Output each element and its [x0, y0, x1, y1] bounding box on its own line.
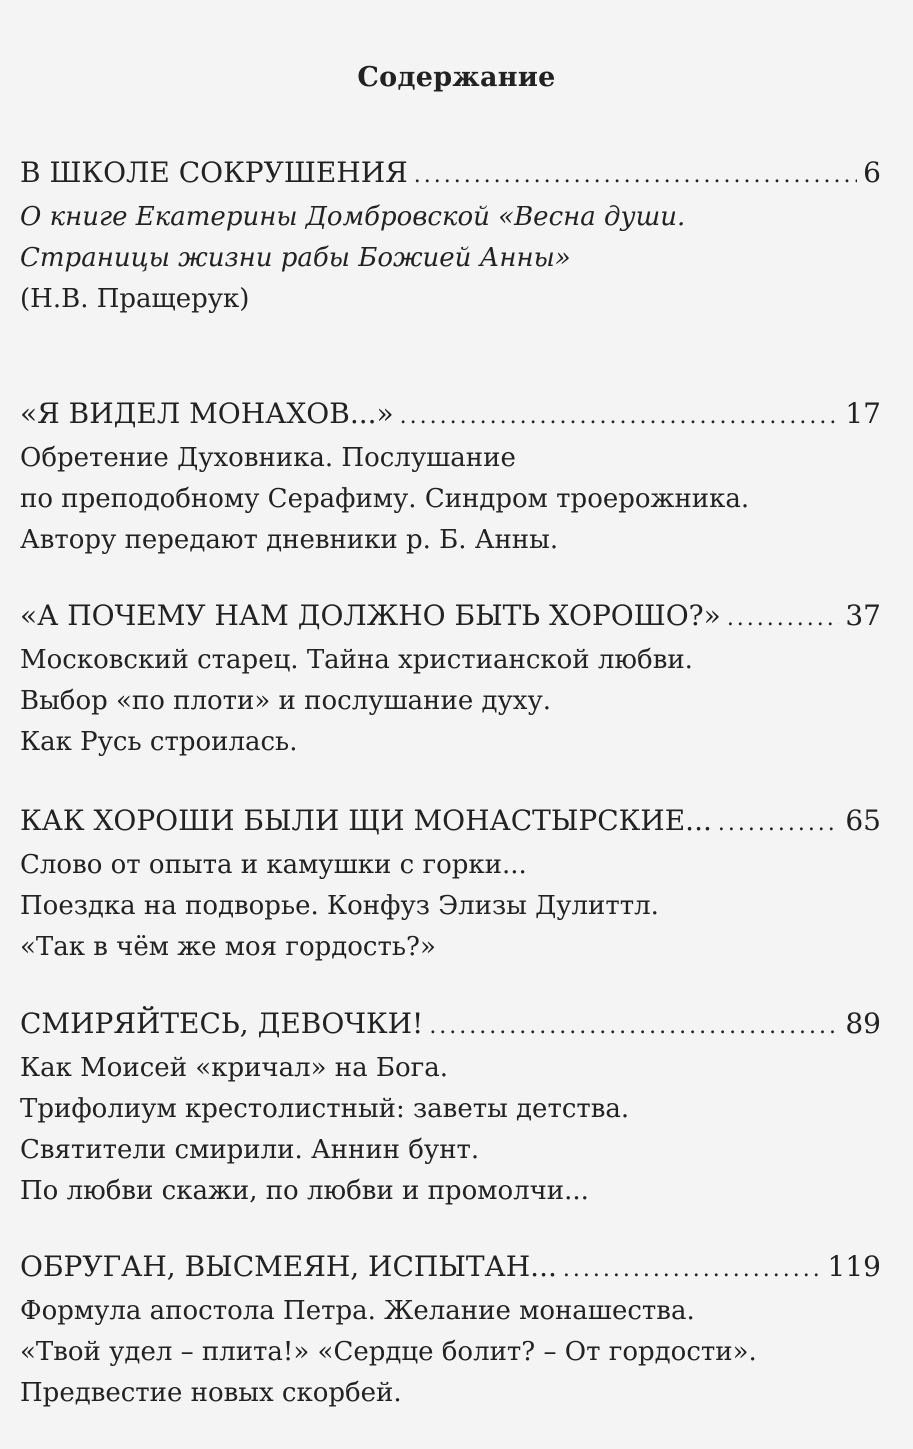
toc-entry-page: 65	[845, 804, 881, 837]
toc-entry-row[interactable]	[20, 796, 881, 845]
toc-entry	[20, 1242, 881, 1414]
dot-leader	[414, 151, 857, 200]
toc-entry-description: Святители смирили. Аннин бунт.	[20, 1135, 480, 1165]
toc-entry-description: Слово от опыта и камушки с горки...	[20, 850, 527, 880]
toc-entry-row[interactable]	[20, 389, 881, 438]
toc-entry	[20, 389, 881, 561]
toc-entry-row[interactable]	[20, 148, 881, 197]
toc-entry	[20, 999, 881, 1212]
dot-leader	[429, 1002, 839, 1051]
toc-entry-subtitle: Страницы жизни рабы Божией Анны»	[20, 243, 571, 273]
toc-entry-description: Как Русь строилась.	[20, 727, 298, 757]
toc-entry-subtitle: О книге Екатерины Домбровской «Весна души.	[20, 202, 686, 232]
toc-entry-page: 119	[827, 1250, 881, 1283]
dot-leader	[718, 799, 839, 848]
dot-leader	[400, 392, 840, 441]
toc-entry-description: Выбор «по плоти» и послушание духу.	[20, 686, 552, 716]
toc-entry-author: (Н.В. Прaщерук)	[20, 284, 250, 314]
dot-leader	[563, 1245, 822, 1294]
toc-entry-heading: В ШКОЛЕ СОКРУШЕНИЯ	[20, 156, 408, 189]
page-title: Содержание	[357, 62, 556, 93]
toc-entry-description: Как Моисей «кричал» на Бога.	[20, 1053, 449, 1083]
toc-entry-heading: «А ПОЧЕМУ НАМ ДОЛЖНО БЫТЬ ХОРОШО?»	[20, 599, 721, 632]
toc-entry-row[interactable]	[20, 999, 881, 1048]
toc-entry-description: Московский старец. Тайна христианской любви.	[20, 645, 693, 675]
toc-entry-description: по преподобному Серафиму. Синдром троерожника.	[20, 484, 750, 514]
toc-entry-description: «Так в чём же моя гордость?»	[20, 932, 436, 962]
toc-entry-description: По любви скажи, по любви и промолчи...	[20, 1176, 589, 1206]
toc-entry-description: Предвестие новых скорбей.	[20, 1378, 402, 1408]
toc-entry-heading: КАК ХОРОШИ БЫЛИ ЩИ МОНАСТЫРСКИЕ...	[20, 804, 712, 837]
toc-entry-description: Трифолиум крестолистный: заветы детства.	[20, 1094, 630, 1124]
toc-entry-heading: СМИРЯЙТЕСЬ, ДЕВОЧКИ!	[20, 1007, 424, 1040]
toc-entry-description: Формула апостола Петра. Желание монашества.	[20, 1296, 695, 1326]
toc-entry	[20, 148, 881, 320]
toc-entry	[20, 591, 881, 763]
toc-entry-page: 89	[845, 1007, 881, 1040]
toc-entry-page: 6	[863, 156, 881, 189]
toc-entry-heading: ОБРУГАН, ВЫСМЕЯН, ИСПЫТАН...	[20, 1250, 557, 1283]
dot-leader	[727, 594, 840, 643]
toc-entry	[20, 796, 881, 968]
toc-entry-heading: «Я ВИДЕЛ МОНАХОВ...»	[20, 397, 394, 430]
toc-entry-page: 37	[845, 599, 881, 632]
toc-entry-description: Обретение Духовника. Послушание	[20, 443, 516, 473]
toc-entry-description: Автору передают дневники р. Б. Анны.	[20, 525, 559, 555]
toc-entry-page: 17	[845, 397, 881, 430]
toc-entry-row[interactable]	[20, 1242, 881, 1291]
toc-entry-row[interactable]	[20, 591, 881, 640]
toc-entry-description: Поездка на подворье. Конфуз Элизы Дулиттл.	[20, 891, 659, 921]
toc-entry-description: «Твой удел – плита!» «Сердце болит? – От гордости».	[20, 1337, 757, 1367]
